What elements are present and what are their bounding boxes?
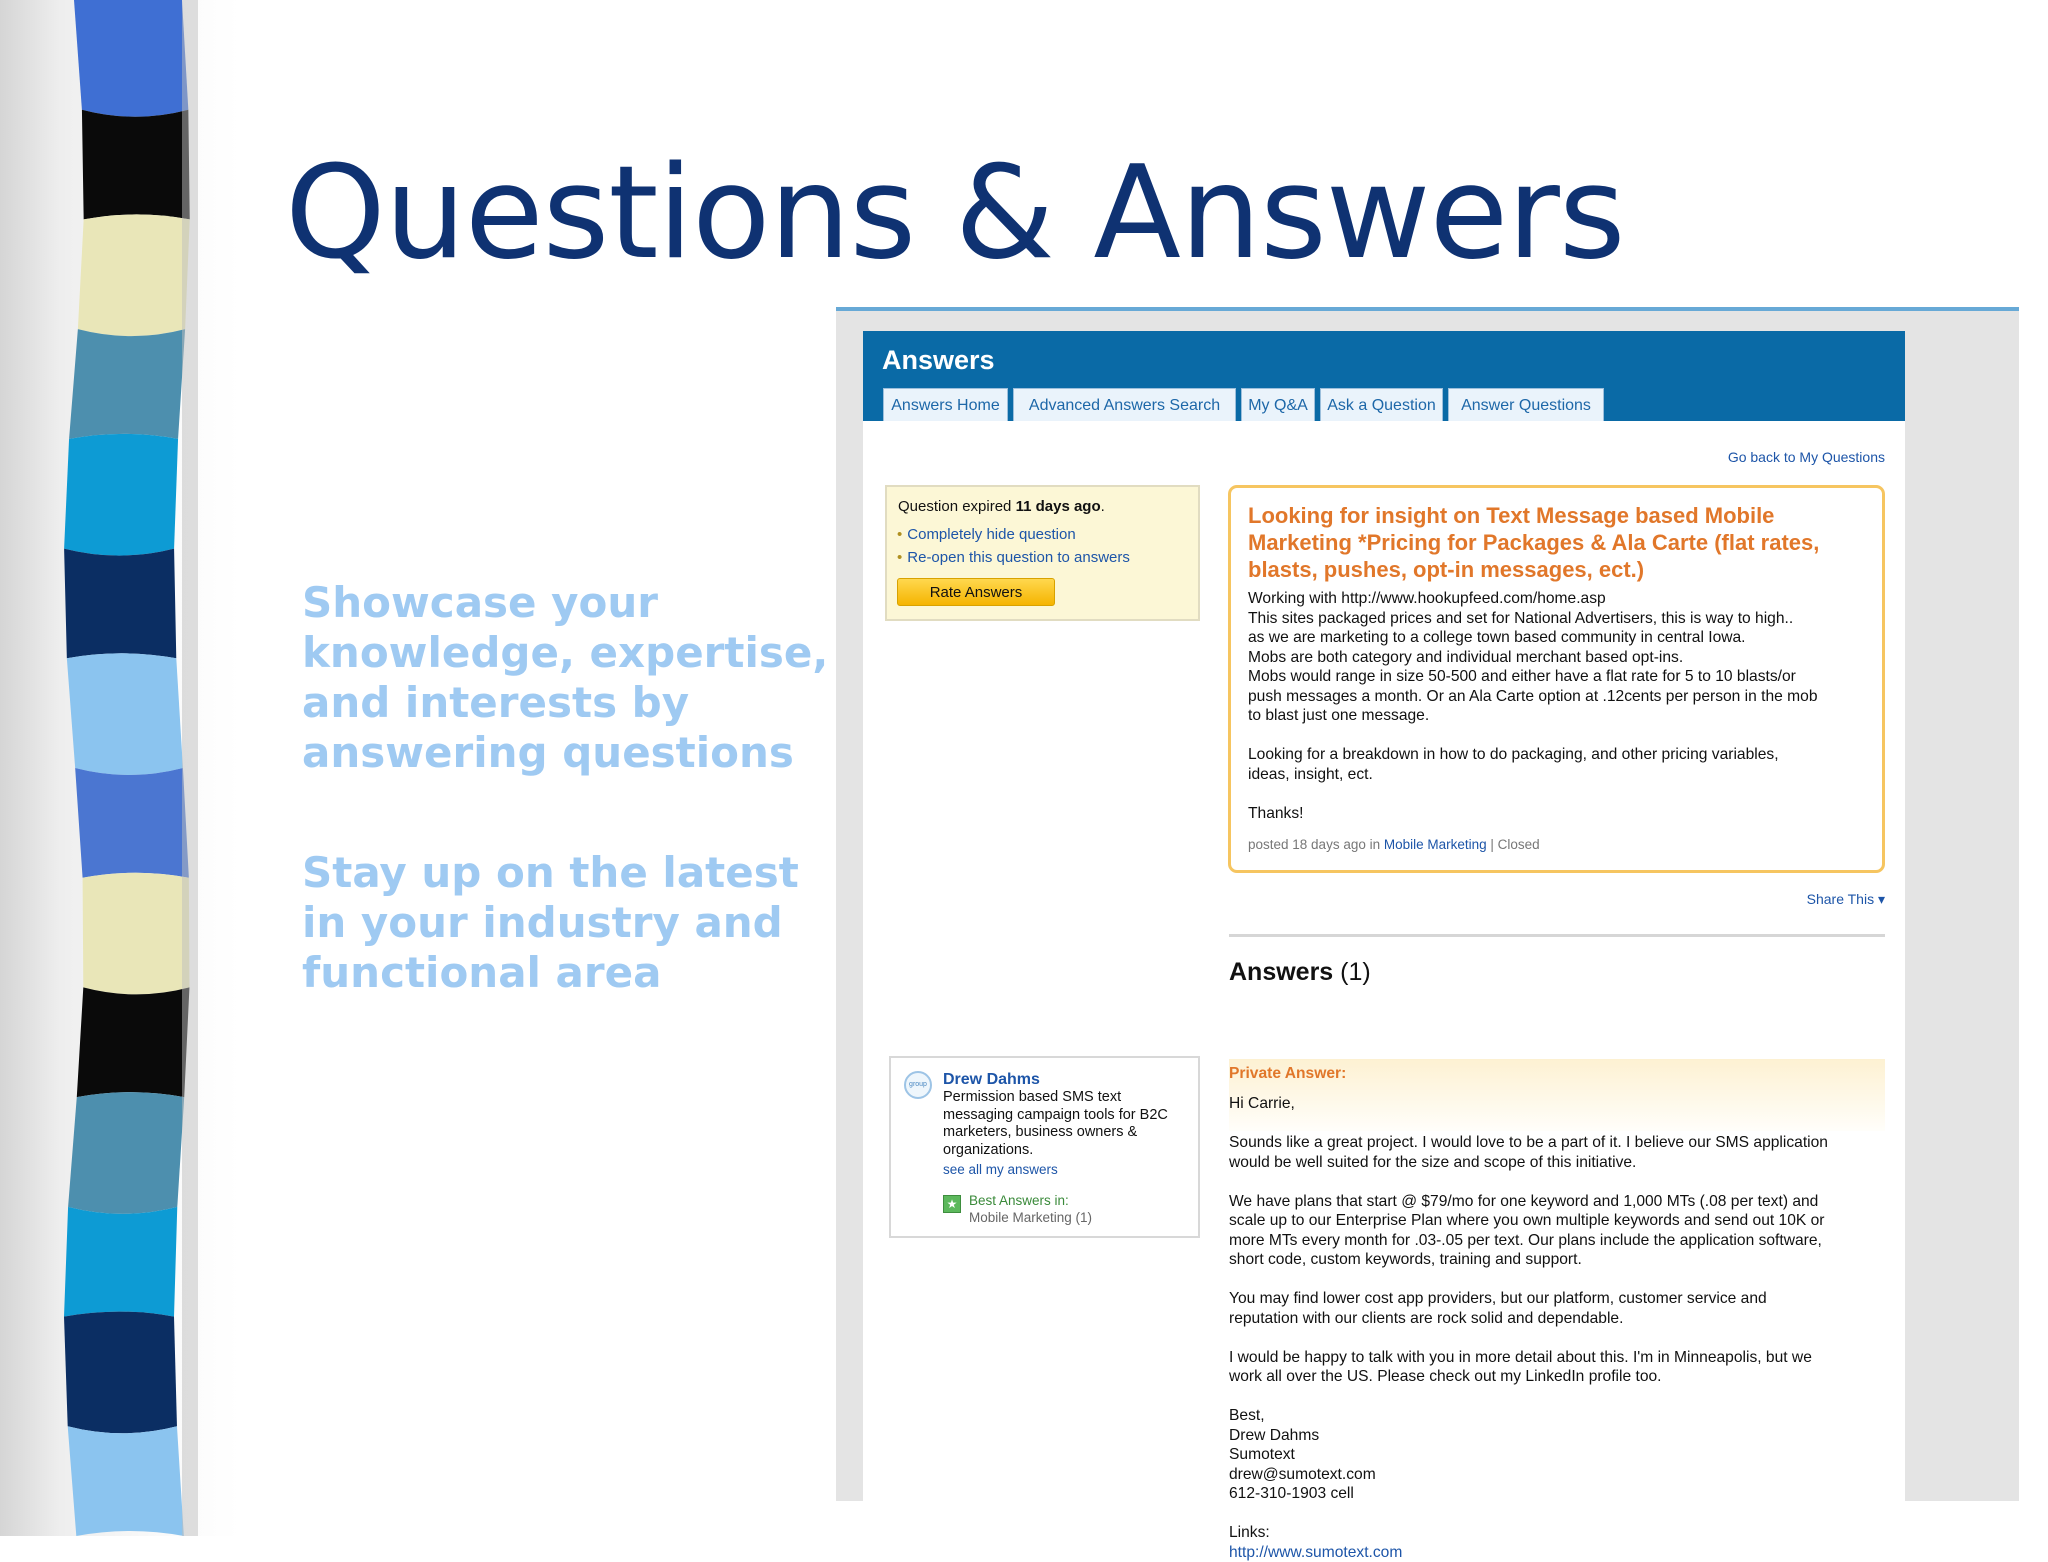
stripe-segment bbox=[64, 1312, 177, 1434]
stripe-segment bbox=[64, 434, 178, 556]
hide-question-link[interactable]: Completely hide question bbox=[907, 526, 1076, 543]
stripe-segment bbox=[64, 1207, 177, 1317]
answers-heading bbox=[1229, 958, 1371, 987]
meta-status: Closed bbox=[1497, 837, 1540, 852]
bullet-icon: • bbox=[897, 526, 903, 543]
share-this-link[interactable]: Share This ▾ bbox=[1806, 891, 1885, 907]
expired-suffix: . bbox=[1100, 498, 1105, 515]
signature-line: Sumotext bbox=[1229, 1446, 1295, 1463]
best-answers-label: Best Answers in: bbox=[969, 1193, 1069, 1208]
stripe-segment bbox=[68, 1092, 184, 1214]
stripe-segment bbox=[83, 873, 190, 995]
meta-separator: | bbox=[1486, 837, 1498, 852]
stripe-segment bbox=[64, 549, 176, 659]
best-answers-category: Mobile Marketing (1) bbox=[969, 1210, 1093, 1225]
question-box bbox=[1228, 485, 1885, 873]
answer-line: I would be happy to talk with you in more detail about this. I'm in Minneapolis, but we bbox=[1229, 1348, 1812, 1366]
slide-title: Questions & Answers bbox=[285, 139, 1625, 288]
stripe-segment bbox=[69, 329, 185, 439]
expired-prefix: Question expired bbox=[898, 498, 1016, 515]
answerer-profile-box bbox=[889, 1056, 1200, 1238]
signature-line: drew@sumotext.com bbox=[1229, 1465, 1376, 1483]
stripe-segment bbox=[68, 1426, 184, 1536]
screenshot-top-line bbox=[836, 307, 2019, 311]
answers-count: (1) bbox=[1340, 958, 1371, 986]
tab-answers-home[interactable]: Answers Home bbox=[883, 388, 1008, 421]
bullet-icon: • bbox=[897, 549, 903, 566]
answers-screenshot bbox=[836, 307, 2019, 1561]
rate-answers-button[interactable]: Rate Answers bbox=[897, 578, 1055, 606]
question-line: as we are marketing to a college town based community in central Iowa. bbox=[1248, 629, 1746, 646]
question-line: to blast just one message. bbox=[1248, 707, 1430, 724]
answer-line: work all over the US. Please check out my LinkedIn profile too. bbox=[1229, 1368, 1662, 1385]
expired-days: 11 days ago bbox=[1015, 498, 1101, 515]
question-title: Looking for insight on Text Message based Mobile Marketing *Pricing for Packages & Ala Carte (flat rates, blasts, pushes, opt-in messages, ect.) bbox=[1248, 503, 1820, 582]
answer-line: You may find lower cost app providers, but our platform, customer service and bbox=[1229, 1290, 1767, 1307]
question-line: Mobs would range in size 50-500 and either have a flat rate for 5 to 10 blasts/or bbox=[1248, 668, 1796, 685]
go-back-link[interactable]: Go back to My Questions bbox=[1727, 449, 1885, 465]
sumotext-link[interactable]: http://www.sumotext.com bbox=[1229, 1543, 1403, 1561]
option-hide-question[interactable] bbox=[897, 526, 1076, 543]
tab-ask-a-question[interactable]: Ask a Question bbox=[1320, 388, 1443, 421]
option-reopen-question[interactable] bbox=[897, 549, 1130, 566]
stripe-segment bbox=[75, 768, 189, 878]
answer-line: more MTs every month for .03-.05 per text. Our plans include the application software, bbox=[1229, 1231, 1822, 1249]
section-divider bbox=[1229, 934, 1885, 937]
question-line: push messages a month. Or an Ala Carte option at .12cents per person in the mob bbox=[1248, 687, 1818, 705]
answer-line: scale up to our Enterprise Plan where you own multiple keywords and send out 10K or bbox=[1229, 1212, 1825, 1229]
answer-line: Hi Carrie, bbox=[1229, 1095, 1295, 1112]
tab-answer-questions[interactable]: Answer Questions bbox=[1448, 388, 1604, 421]
decorative-stripe bbox=[0, 0, 240, 1536]
answer-line: short code, custom keywords, training and support. bbox=[1229, 1251, 1582, 1268]
answer-line: reputation with our clients are rock solid and dependable. bbox=[1229, 1309, 1624, 1327]
meta-category-link[interactable]: Mobile Marketing bbox=[1383, 837, 1487, 852]
stripe-segment bbox=[78, 214, 190, 336]
question-line: ideas, insight, ect. bbox=[1248, 765, 1373, 783]
tab-my-qa[interactable]: My Q&A bbox=[1241, 388, 1315, 421]
question-thanks: Thanks! bbox=[1248, 804, 1304, 822]
signature-line: Drew Dahms bbox=[1229, 1426, 1320, 1444]
stripe-shadow bbox=[182, 0, 198, 1536]
bullet-showcase: Showcase your knowledge, expertise, and interests by answering questions bbox=[302, 578, 829, 777]
question-line: Looking for a breakdown in how to do packaging, and other pricing variables, bbox=[1248, 746, 1779, 763]
answers-header bbox=[863, 331, 1905, 421]
links-label: Links: bbox=[1229, 1524, 1270, 1541]
stripe-segment bbox=[82, 110, 190, 220]
question-meta bbox=[1248, 837, 1540, 852]
signature-line: 612-310-1903 cell bbox=[1229, 1485, 1354, 1502]
stripe-segment bbox=[67, 653, 183, 775]
question-status-box bbox=[885, 485, 1200, 621]
answers-heading-label: Answers bbox=[1229, 958, 1334, 986]
stripe-segment bbox=[77, 987, 190, 1097]
best-answer-star-icon: ★ bbox=[943, 1195, 961, 1213]
answers-header-title: Answers bbox=[882, 345, 995, 375]
bullet-stay-up: Stay up on the latest in your industry and functional area bbox=[302, 848, 799, 997]
question-line: Working with http://www.hookupfeed.com/home.asp bbox=[1248, 590, 1606, 607]
stripe-segment bbox=[74, 0, 188, 117]
expired-notice bbox=[898, 498, 1105, 515]
private-answer-label: Private Answer: bbox=[1229, 1065, 1347, 1082]
question-line: This sites packaged prices and set for National Advertisers, this is way to high.. bbox=[1248, 609, 1794, 627]
answer-line: We have plans that start @ $79/mo for one keyword and 1,000 MTs (.08 per text) and bbox=[1229, 1192, 1819, 1210]
answers-page bbox=[863, 331, 1905, 1561]
signature-line: Best, bbox=[1229, 1407, 1265, 1424]
meta-prefix: posted 18 days ago in bbox=[1248, 837, 1384, 852]
answer-line: would be well suited for the size and scope of this initiative. bbox=[1229, 1153, 1637, 1171]
reopen-question-link[interactable]: Re-open this question to answers bbox=[907, 549, 1130, 566]
see-all-answers-link[interactable]: see all my answers bbox=[943, 1162, 1058, 1177]
question-line: Mobs are both category and individual merchant based opt-ins. bbox=[1248, 648, 1684, 666]
answerer-name-link[interactable]: Drew Dahms bbox=[943, 1071, 1040, 1088]
answer-line: Sounds like a great project. I would love to be a part of it. I believe our SMS application bbox=[1229, 1134, 1828, 1151]
tab-advanced-answers-search[interactable]: Advanced Answers Search bbox=[1013, 388, 1236, 421]
answerer-description: Permission based SMS text messaging campaign tools for B2C marketers, business owners & organizations. bbox=[943, 1089, 1168, 1158]
group-badge-icon: group bbox=[904, 1071, 932, 1099]
